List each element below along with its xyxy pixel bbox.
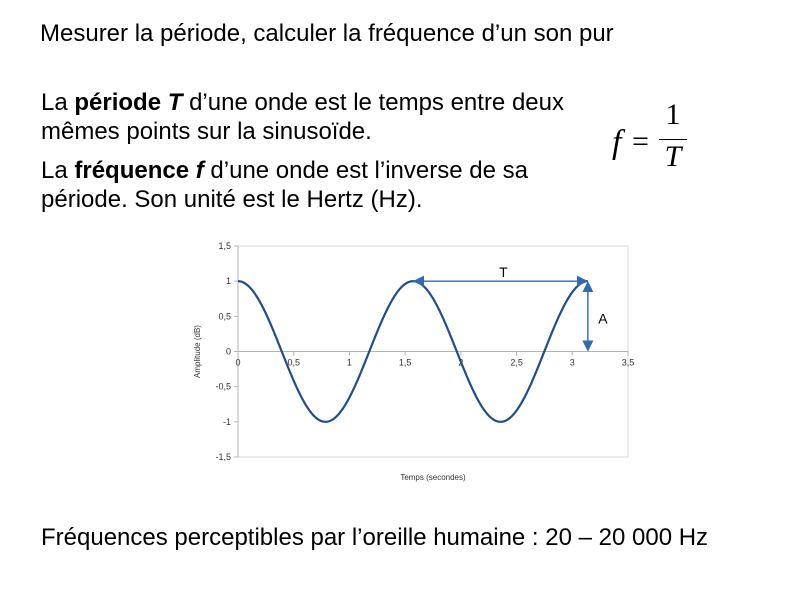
audible-range-note: Fréquences perceptibles par l’oreille humaine : 20 – 20 000 Hz bbox=[41, 524, 709, 551]
formula-denominator: T bbox=[664, 140, 682, 173]
x-tick-label: 1,5 bbox=[398, 357, 412, 368]
period-pre: La bbox=[41, 89, 75, 116]
x-axis-title: Temps (secondes) bbox=[400, 473, 466, 482]
x-tick-label: 1 bbox=[346, 357, 352, 368]
y-tick-label: 1 bbox=[225, 276, 231, 287]
y-tick-label: -0,5 bbox=[215, 381, 231, 392]
period-definition bbox=[41, 88, 581, 146]
x-tick-label: 0,5 bbox=[287, 357, 300, 368]
y-tick-label: 0,5 bbox=[218, 311, 231, 322]
sine-wave-chart bbox=[180, 236, 636, 488]
frequency-term: fréquence bbox=[74, 157, 196, 184]
period-label: T bbox=[499, 264, 508, 281]
frequency-text: d’une onde est l’inverse de sa période. Son unité est le Hertz (Hz). bbox=[41, 157, 528, 213]
formula-equals: = bbox=[632, 125, 649, 158]
frequency-definition bbox=[41, 156, 581, 214]
x-tick-label: 2 bbox=[458, 357, 464, 368]
x-tick-label: 0 bbox=[235, 357, 241, 368]
amplitude-label: A bbox=[598, 310, 608, 327]
x-tick-label: 3 bbox=[569, 357, 575, 368]
frequency-symbol: f bbox=[195, 157, 204, 184]
x-tick-label: 3,5 bbox=[621, 357, 635, 368]
y-tick-label: 1,5 bbox=[218, 241, 231, 251]
y-axis-title: Amplitude (dB) bbox=[193, 325, 202, 378]
period-text: d’une onde est le temps entre deux mêmes points sur la sinusoïde. bbox=[41, 89, 564, 145]
y-tick-label: -1,5 bbox=[215, 452, 231, 462]
slide-title: Mesurer la période, calculer la fréquence d’un son pur bbox=[40, 20, 614, 47]
formula-numerator: 1 bbox=[665, 98, 681, 131]
period-symbol: T bbox=[167, 89, 183, 116]
period-term: période bbox=[74, 89, 168, 116]
formula-lhs: f bbox=[612, 124, 622, 161]
y-tick-label: -1 bbox=[222, 416, 231, 427]
frequency-pre: La bbox=[41, 157, 75, 184]
x-tick-label: 2,5 bbox=[510, 357, 523, 368]
y-tick-label: 0 bbox=[225, 346, 231, 357]
